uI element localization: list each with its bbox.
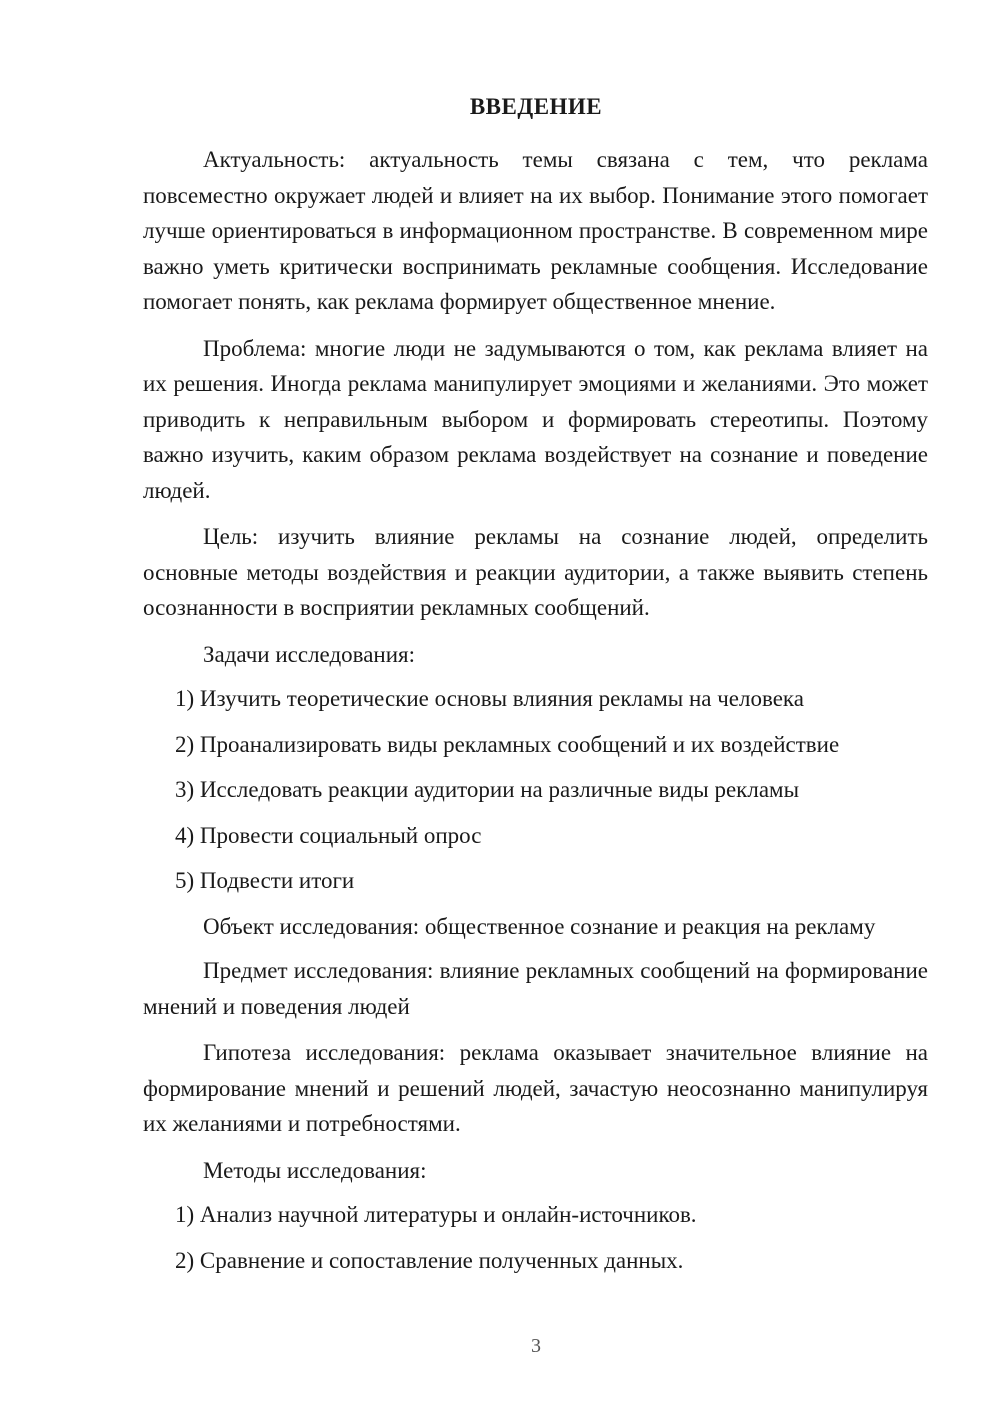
task-item-3: 3) Исследовать реакции аудитории на различные виды рекламы bbox=[175, 777, 800, 802]
goal-paragraph: Цель: изучить влияние рекламы на сознание людей, определить основные методы воздействия и реакции аудитории, а также выявить степень осознанности в восприятии рекламных сообщений. bbox=[143, 524, 928, 620]
task-item-4: 4) Провести социальный опрос bbox=[175, 822, 482, 848]
task-item-2: 2) Проанализировать виды рекламных сообщений и их воздействие bbox=[175, 731, 840, 757]
task-item-5: 5) Подвести итоги bbox=[175, 868, 355, 893]
methods-heading: Методы исследования: bbox=[203, 1157, 427, 1183]
method-item-2: 2) Сравнение и сопоставление полученных данных. bbox=[175, 1247, 684, 1273]
section-title: ВВЕДЕНИЕ bbox=[469, 94, 603, 119]
subject-paragraph: Предмет исследования: влияние рекламных сообщений на формирование мнений и поведения людей bbox=[143, 958, 928, 1019]
object-paragraph: Объект исследования: общественное сознание и реакция на рекламу bbox=[203, 913, 876, 939]
method-item-1: 1) Анализ научной литературы и онлайн-источников. bbox=[175, 1202, 697, 1227]
page-number: 3 bbox=[531, 1335, 541, 1357]
relevance-paragraph: Актуальность: актуальность темы связана с тем, что реклама повсеместно окружает людей и влияет на их выбор. Понимание этого помогает лучше ориентироваться в информационном пространстве. В современном мире важно уметь критически воспринимать рекламные сообщения. Исследование помогает понять, как реклама формирует общественное мнение. bbox=[143, 147, 928, 314]
tasks-heading: Задачи исследования: bbox=[203, 641, 416, 667]
problem-paragraph: Проблема: многие люди не задумываются о том, как реклама влияет на их решения. Иногда реклама манипулирует эмоциями и желаниями. Это может приводить к неправильным выбором и формировать стереотипы. Поэтому важно изучить, каким образом реклама воздействует на сознание и поведение людей. bbox=[143, 335, 928, 503]
task-item-1: 1) Изучить теоретические основы влияния рекламы на человека bbox=[175, 686, 804, 711]
hypothesis-paragraph: Гипотеза исследования: реклама оказывает значительное влияние на формирование мнений и решений людей, зачастую неосознанно манипулируя их желаниями и потребностями. bbox=[143, 1040, 928, 1136]
document-body bbox=[143, 142, 928, 1288]
